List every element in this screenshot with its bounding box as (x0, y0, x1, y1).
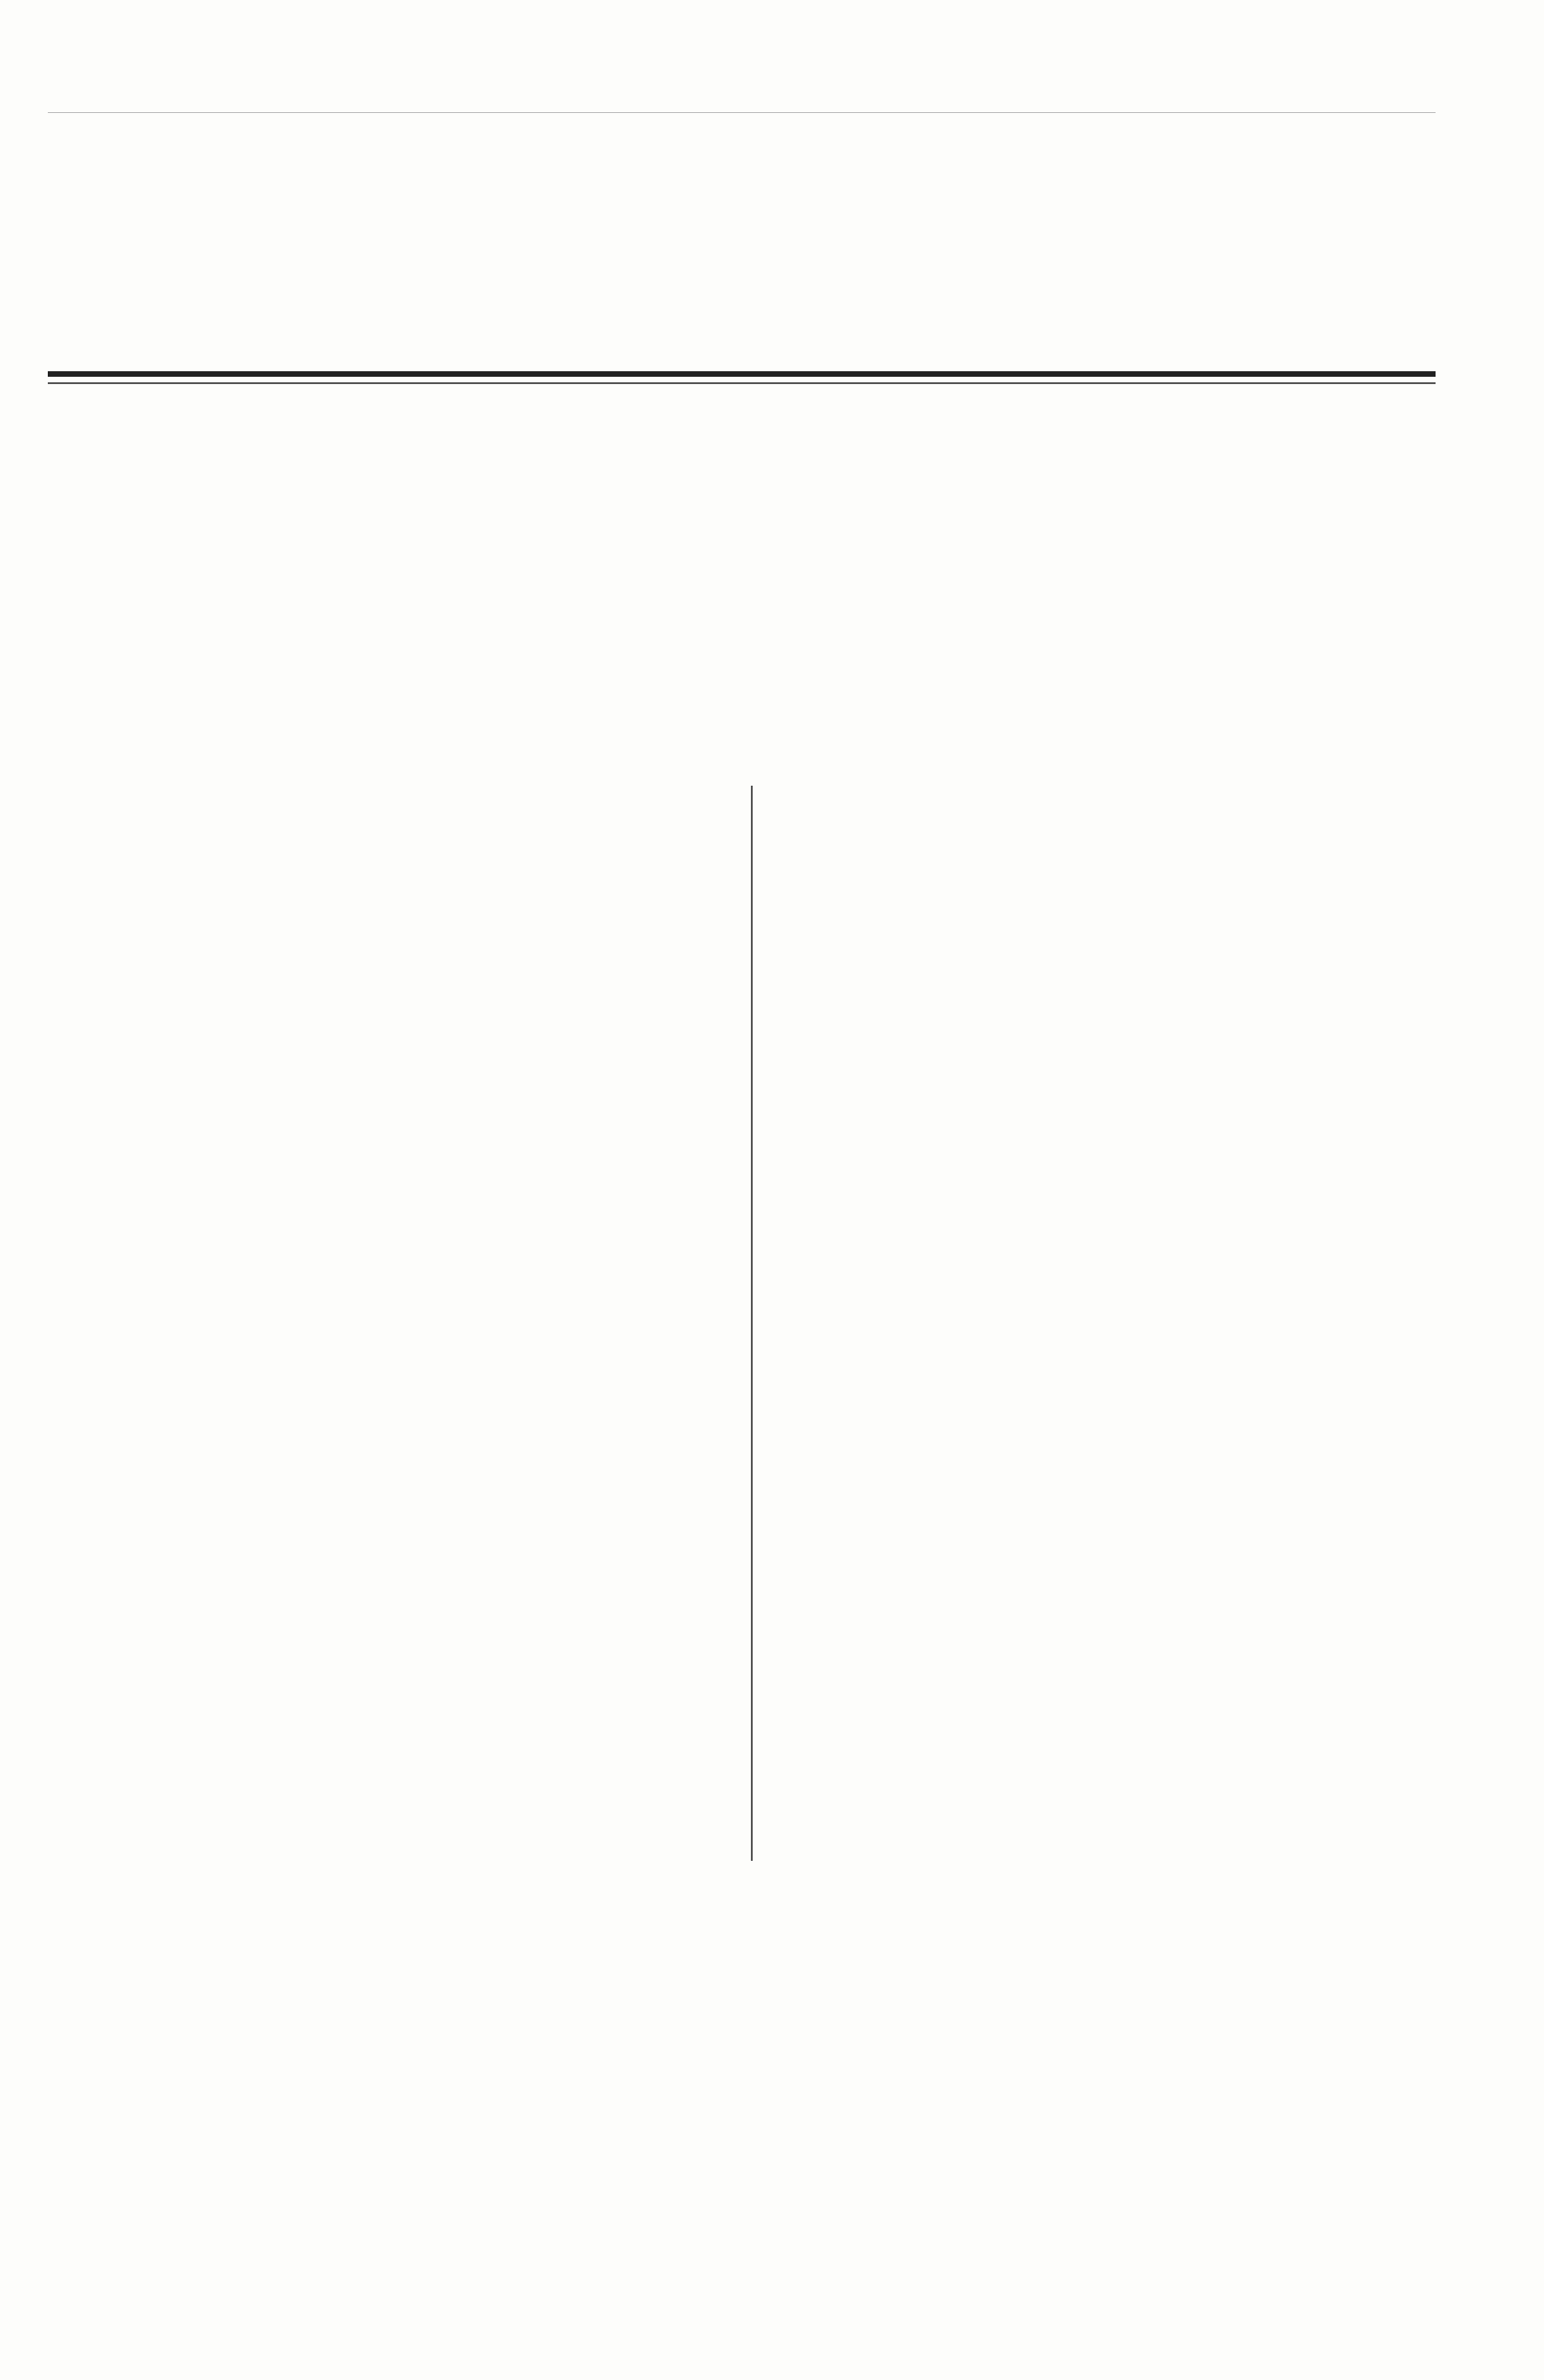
column-divider (751, 786, 753, 1861)
title-rule-thick (48, 371, 1436, 377)
page-header (0, 48, 1544, 94)
title-rule-thin (48, 382, 1436, 384)
header-rule (48, 112, 1436, 113)
